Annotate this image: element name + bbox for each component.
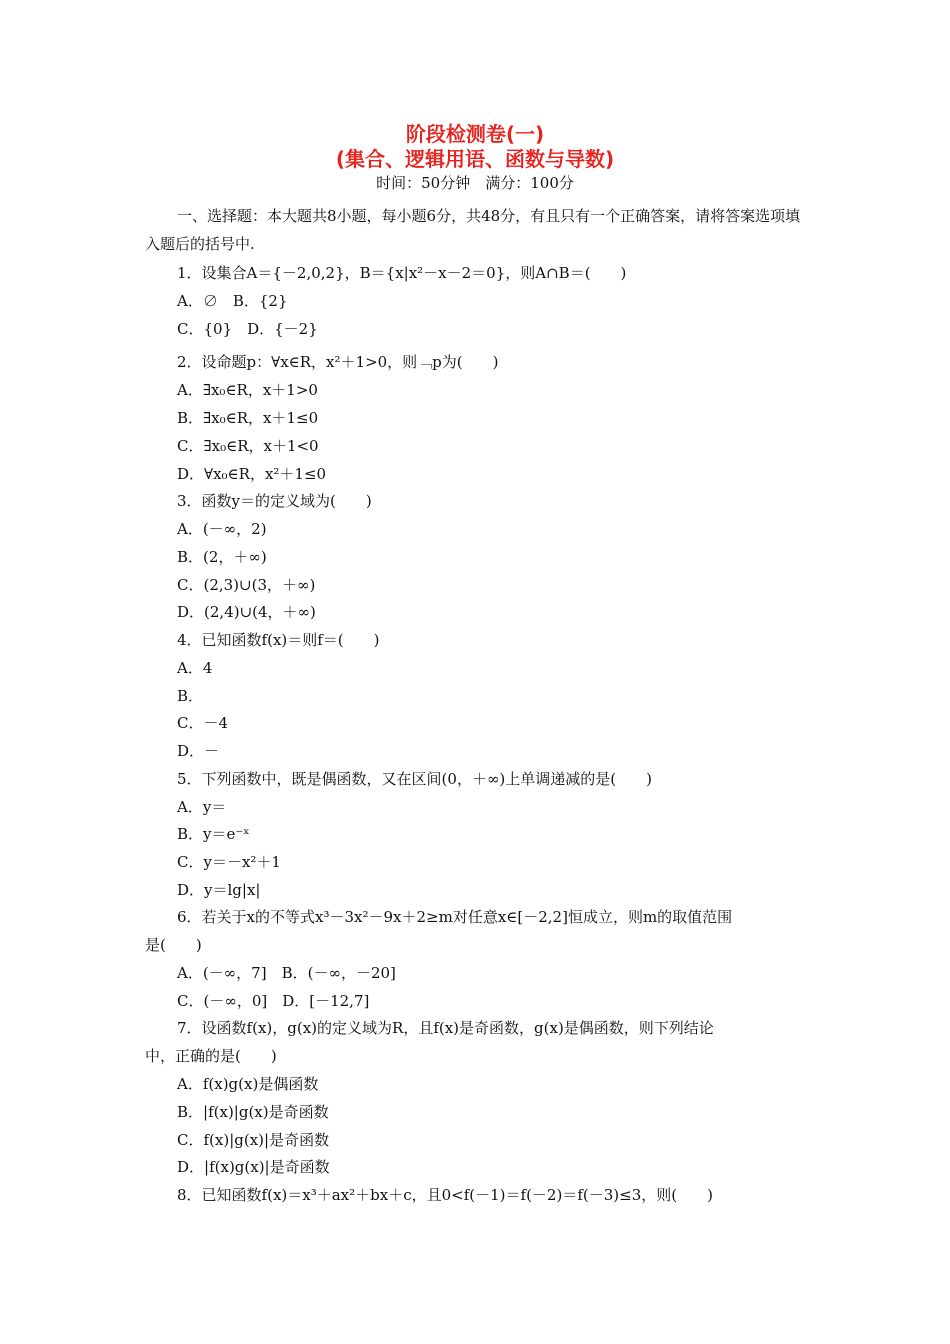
q4-option-d: D．－ [177, 742, 220, 760]
q5-option-b: B．y＝e⁻ˣ [177, 825, 250, 843]
page-title: 阶段检测卷(一) [405, 122, 545, 146]
q6-options-cd: C．(－∞，0] D．[－12,7] [177, 992, 370, 1010]
q7-option-c: C．f(x)|g(x)|是奇函数 [177, 1131, 330, 1149]
q1-options-ab: A．∅ B．{2} [177, 292, 288, 310]
q4-stem: 4．已知函数f(x)＝则f＝( ) [177, 631, 380, 649]
q2-option-c: C．∃x₀∈R，x＋1<0 [177, 437, 319, 455]
q7-option-d: D．|f(x)g(x)|是奇函数 [177, 1158, 330, 1176]
q1-stem: 1．设集合A＝{－2,0,2}，B＝{x|x²－x－2＝0}，则A∩B＝( ) [177, 264, 627, 282]
q3-stem: 3．函数y＝的定义域为( ) [177, 492, 372, 510]
q2-option-a: A．∃x₀∈R，x＋1>0 [177, 381, 318, 399]
q2-option-b: B．∃x₀∈R，x＋1≤0 [177, 409, 319, 427]
q3-option-c: C．(2,3)∪(3，＋∞) [177, 576, 316, 594]
q3-option-a: A．(－∞，2) [177, 520, 267, 538]
q2-option-d: D．∀x₀∈R，x²＋1≤0 [177, 465, 327, 483]
q7-stem-continued: 中，正确的是( ) [145, 1047, 277, 1065]
q3-option-b: B．(2，＋∞) [177, 548, 267, 566]
q4-option-c: C．－4 [177, 714, 229, 732]
q6-options-ab: A．(－∞，7] B．(－∞，－20] [177, 964, 396, 982]
q5-option-d: D．y＝lg|x| [177, 881, 261, 899]
q1-options-cd: C．{0} D．{－2} [177, 320, 318, 338]
q6-stem: 6．若关于x的不等式x³－3x²－9x＋2≥m对任意x∈[－2,2]恒成立，则m的取值范围 [177, 908, 733, 926]
q7-option-b: B．|f(x)|g(x)是奇函数 [177, 1103, 329, 1121]
q4-option-a: A．4 [177, 659, 213, 677]
page-subtitle: (集合、逻辑用语、函数与导数) [335, 147, 615, 171]
q3-option-d: D．(2,4)∪(4，＋∞) [177, 603, 316, 621]
q7-option-a: A．f(x)g(x)是偶函数 [177, 1075, 319, 1093]
exam-meta: 时间：50分钟 满分：100分 [376, 174, 574, 192]
q5-option-c: C．y＝－x²＋1 [177, 853, 281, 871]
q7-stem: 7．设函数f(x)，g(x)的定义域为R，且f(x)是奇函数，g(x)是偶函数，则下列结论 [177, 1019, 714, 1037]
q2-stem: 2．设命题p：∀x∈R，x²＋1>0，则﹁p为( ) [177, 353, 499, 371]
section-intro: 一、选择题：本大题共8小题，每小题6分，共48分，有且只有一个正确答案，请将答案选项填入题后的括号中. [145, 207, 801, 253]
q4-option-b: B． [177, 687, 204, 705]
q5-option-a: A．y＝ [177, 798, 227, 816]
q8-stem: 8．已知函数f(x)＝x³＋ax²＋bx＋c，且0<f(－1)＝f(－2)＝f(－3)≤3，则( ) [177, 1186, 713, 1204]
q6-stem-continued: 是( ) [145, 936, 202, 954]
q5-stem: 5．下列函数中，既是偶函数，又在区间(0，＋∞)上单调递减的是( ) [177, 770, 652, 788]
